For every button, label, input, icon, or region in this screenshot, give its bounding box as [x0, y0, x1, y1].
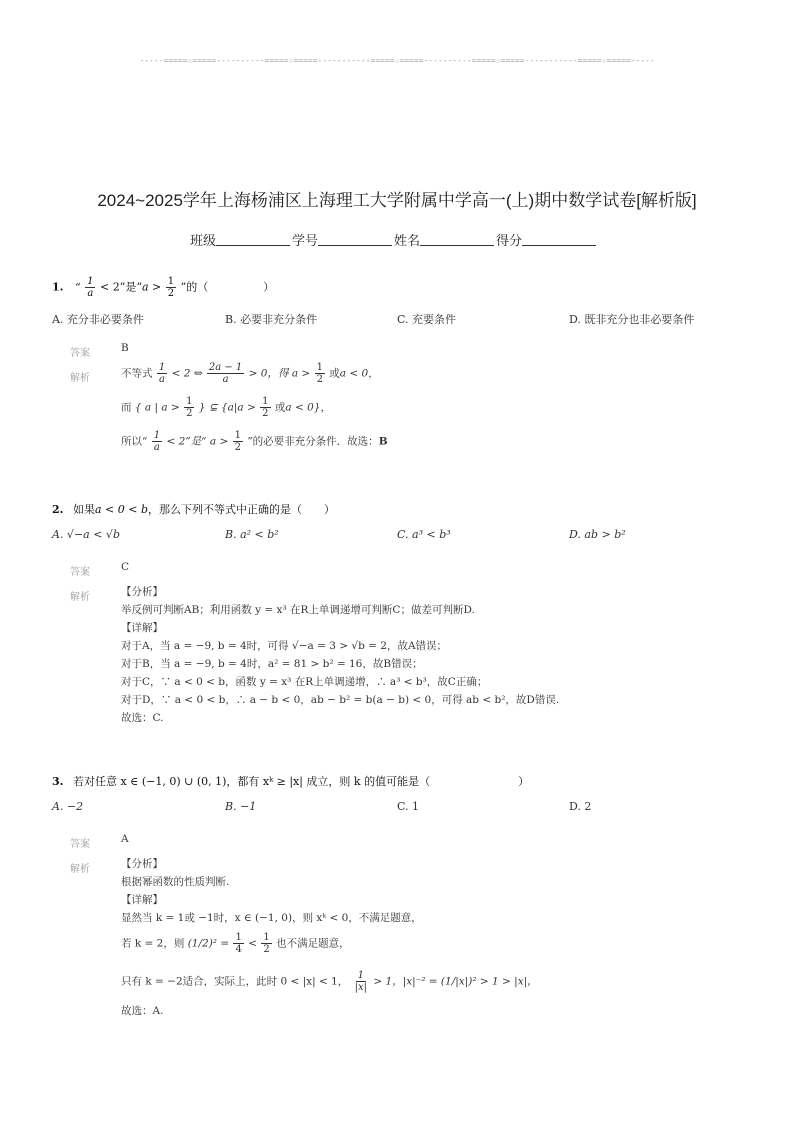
- q2-option-b[interactable]: B. a² < b²: [225, 528, 279, 541]
- q3-solution-line-7: 故选：A.: [121, 1005, 164, 1017]
- q1-answer-label: 答案: [70, 348, 90, 359]
- id-label: 学号: [292, 233, 319, 248]
- page-title: 2024~2025学年上海杨浦区上海理工大学附属中学高一(上)期中数学试卷[解析版]: [97, 191, 697, 210]
- q2-solution-line-3: 【详解】: [121, 622, 163, 634]
- q2-solution-line-8: 故选：C.: [121, 712, 164, 724]
- q3-option-a[interactable]: A. −2: [52, 800, 84, 813]
- q3-answer: A: [121, 833, 129, 845]
- score-blank[interactable]: [522, 230, 596, 246]
- q1-solution-line-3: 所以“ $\frac{1}{a}$ < 2”是“ a > $\frac{1}{2}$ ”的必要非充分条件．故选：B: [121, 430, 388, 453]
- q3-solution-line-1: 【分析】: [121, 858, 163, 870]
- question-3-stem: 3. 若对任意 x ∈ (−1, 0) ∪ (0, 1)，都有 xᵏ ≥ |x| 成立，则 k 的值可能是（ ）: [52, 775, 530, 788]
- q2-solution-line-4: 对于A，当 a = −9, b = 4时，可得 √−a = 3 > √b = 2，故A错误；: [121, 640, 448, 652]
- q1-analysis-label: 解析: [70, 373, 90, 384]
- name-label: 姓名: [394, 233, 421, 248]
- q1-option-b[interactable]: B. 必要非充分条件: [225, 313, 318, 326]
- q1-answer: B: [121, 342, 129, 354]
- q1-option-c[interactable]: C. 充要条件: [397, 313, 457, 326]
- q3-option-d[interactable]: D. 2: [569, 800, 592, 813]
- q2-solution-line-6: 对于C，∵ a < 0 < b，函数 y = x³ 在R上单调递增，∴ a³ < b³，故C正确；: [121, 676, 488, 688]
- q2-solution-line-5: 对于B，当 a = −9, b = 4时，a² = 81 > b² = 16，故B错误；: [121, 658, 423, 670]
- q2-option-d[interactable]: D. ab > b²: [569, 528, 626, 541]
- q3-solution-line-5: 若 k = 2，则 (1/2)² = $\frac{1}{4}$ < $\frac{1}{2}$ 也不满足题意，: [121, 932, 350, 955]
- student-info-row: [190, 230, 598, 249]
- q2-solution-line-7: 对于D，∵ a < 0 < b，∴ a − b < 0，ab − b² = b(a − b) < 0，可得 ab < b²，故D错误.: [121, 694, 560, 706]
- q2-solution-line-1: 【分析】: [121, 586, 163, 598]
- decorative-border-line: -----=====☆=====----------=====☆=====-----------=====☆=====----------=====☆=====-----------=====☆=====-----: [139, 56, 655, 65]
- q3-solution-line-2: 根据幂函数的性质判断.: [121, 876, 230, 888]
- q2-answer: C: [121, 561, 130, 573]
- q3-answer-label: 答案: [70, 839, 90, 850]
- class-label: 班级: [190, 233, 217, 248]
- q2-answer-label: 答案: [70, 567, 90, 578]
- class-blank[interactable]: [216, 230, 290, 246]
- question-1-stem: 1. “ $\frac{1}{a}$ < 2”是“a > $\frac{1}{2}$ ”的（ ）: [52, 276, 275, 299]
- q3-solution-line-4: 显然当 k = 1或 −1时，x ∈ (−1, 0)，则 xᵏ < 0，不满足题意，: [121, 912, 422, 924]
- score-label: 得分: [496, 233, 523, 248]
- q2-solution-line-2: 举反例可判断AB；利用函数 y = x³ 在R上单调递增可判断C；做差可判断D.: [121, 604, 475, 616]
- question-2-stem: 2. 如果a < 0 < b，那么下列不等式中正确的是（ ）: [52, 503, 336, 516]
- q3-solution-line-3: 【详解】: [121, 894, 163, 906]
- q3-analysis-label: 解析: [70, 864, 90, 875]
- q3-solution-line-6: 只有 k = −2适合，实际上，此时 0 < |x| < 1， $\frac{1}{|x|}$ > 1，|x|⁻² = (1/|x|)² > 1 > |x|，: [121, 970, 538, 993]
- q1-option-d[interactable]: D. 既非充分也非必要条件: [569, 313, 695, 326]
- q3-option-b[interactable]: B. −1: [225, 800, 257, 813]
- name-blank[interactable]: [420, 230, 494, 246]
- q3-option-c[interactable]: C. 1: [397, 800, 420, 813]
- q2-analysis-label: 解析: [70, 592, 90, 603]
- q1-option-a[interactable]: A. 充分非必要条件: [52, 313, 144, 326]
- q1-solution-line-1: 不等式 $\frac{1}{a}$ < 2 ⇔ $\frac{2a - 1}{a}$ > 0，得 a > $\frac{1}{2}$ 或a < 0，: [121, 362, 379, 385]
- id-blank[interactable]: [318, 230, 392, 246]
- q2-option-c[interactable]: C. a³ < b³: [397, 528, 451, 541]
- q2-option-a[interactable]: A. √−a < √b: [52, 528, 120, 541]
- q1-solution-line-2: 而 { a | a > $\frac{1}{2}$ } ⊊ {a|a > $\frac{1}{2}$ 或a < 0}，: [121, 396, 331, 419]
